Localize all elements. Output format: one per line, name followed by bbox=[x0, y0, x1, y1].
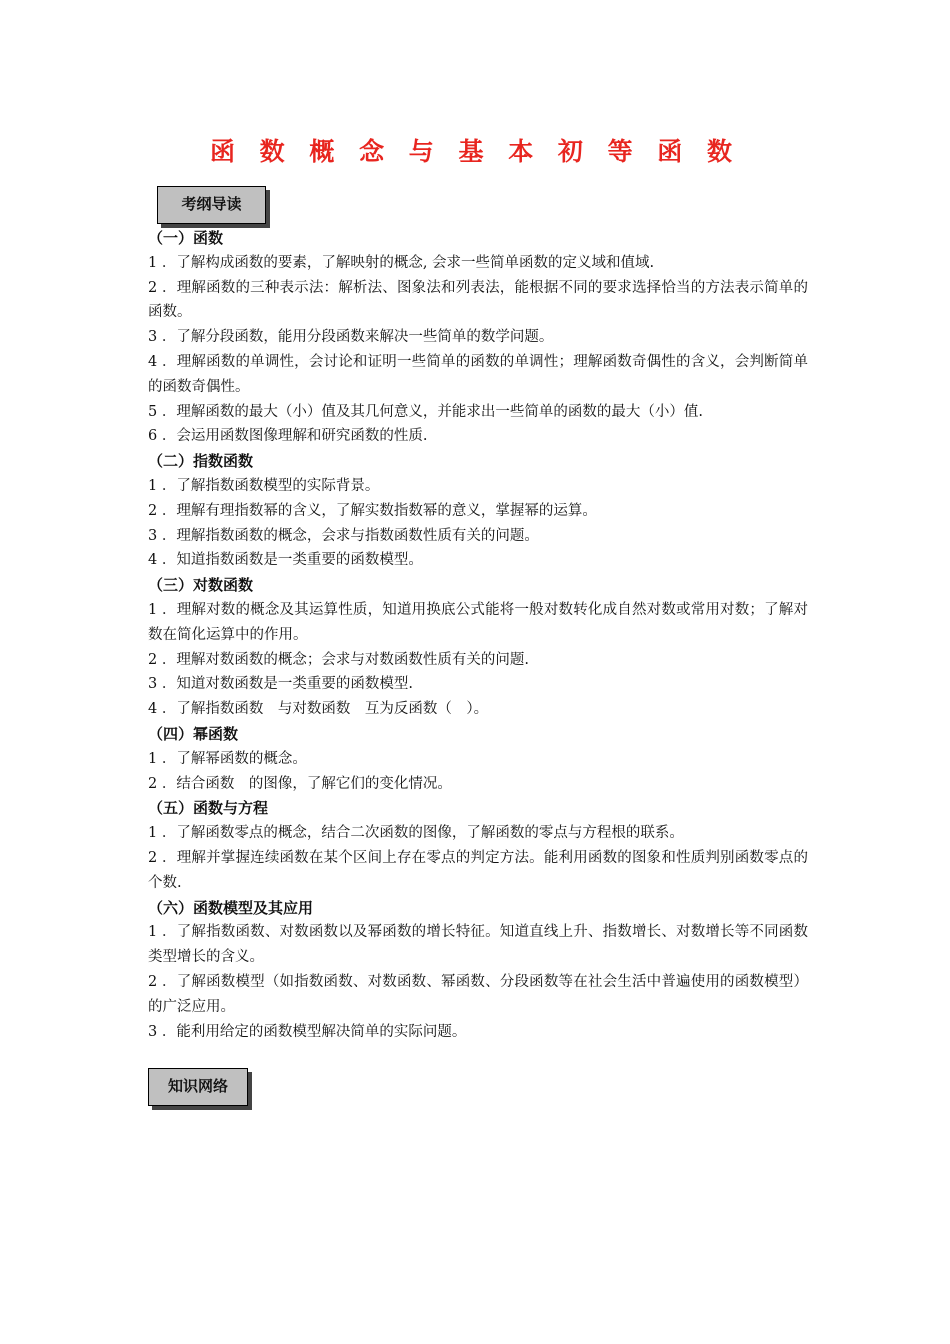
list-item: 3 ．能利用给定的函数模型解决简单的实际问题。 bbox=[148, 1023, 467, 1040]
section-heading: （五）函数与方程 bbox=[148, 799, 269, 818]
list-item: 2 ．理解有理指数幂的含义，了解实数指数幂的意义，掌握幂的运算。 bbox=[148, 502, 597, 519]
section-label-syllabus: 考纲导读 bbox=[157, 186, 266, 224]
list-item: 5 ．理解函数的最大（小）值及其几何意义，并能求出一些简单的函数的最大（小）值. bbox=[148, 403, 703, 420]
section-heading: （一）函数 bbox=[148, 229, 224, 247]
list-item: 2 ．理解对数函数的概念；会求与对数函数性质有关的问题. bbox=[148, 651, 529, 668]
list-item: 4 ．理解函数的单调性，会讨论和证明一些简单的函数的单调性；理解函数奇偶性的含义，会判断简单的函数奇偶性。 bbox=[148, 353, 808, 395]
list-item: 1 ．了解幂函数的概念。 bbox=[148, 750, 307, 767]
list-item: 2 ．结合函数 的图像，了解它们的变化情况。 bbox=[148, 775, 452, 792]
section-heading: （三）对数函数 bbox=[148, 576, 254, 595]
list-item: 2 ．理解函数的三种表示法：解析法、图象法和列表法，能根据不同的要求选择恰当的方法表示简单的函数。 bbox=[148, 279, 808, 321]
list-item: 2 ．了解函数模型（如指数函数、对数函数、幂函数、分段函数等在社会生活中普遍使用的函数模型）的广泛应用。 bbox=[148, 973, 808, 1015]
list-item: 1 ．了解构成函数的要素，了解映射的概念, 会求一些简单函数的定义域和值域. bbox=[148, 254, 655, 271]
syllabus-content bbox=[148, 226, 808, 1044]
list-item: 6 ．会运用函数图像理解和研究函数的性质. bbox=[148, 428, 428, 445]
section-heading: （六）函数模型及其应用 bbox=[148, 898, 314, 917]
list-item: 3 ．了解分段函数，能用分段函数来解决一些简单的数学问题。 bbox=[148, 329, 554, 346]
list-item: 2 ．理解并掌握连续函数在某个区间上存在零点的判定方法。能利用函数的图象和性质判别函数零点的个数. bbox=[148, 849, 808, 891]
section-label-knowledge-network: 知识网络 bbox=[148, 1068, 248, 1106]
list-item: 1 ．了解函数零点的概念，结合二次函数的图像，了解函数的零点与方程根的联系。 bbox=[148, 825, 684, 842]
section-heading: （二）指数函数 bbox=[148, 452, 254, 471]
list-item: 1 ．理解对数的概念及其运算性质，知道用换底公式能将一般对数转化成自然对数或常用对数；了解对数在简化运算中的作用。 bbox=[148, 601, 808, 643]
list-item: 4 ．知道指数函数是一类重要的函数模型。 bbox=[148, 552, 423, 569]
list-item: 1 ．了解指数函数、对数函数以及幂函数的增长特征。知道直线上升、指数增长、对数增长等不同函数类型增长的含义。 bbox=[148, 924, 808, 966]
list-item: 3 ．知道对数函数是一类重要的函数模型. bbox=[148, 676, 413, 693]
list-item: 4 ．了解指数函数 与对数函数 互为反函数（ ）。 bbox=[148, 701, 489, 718]
list-item: 3 ．理解指数函数的概念，会求与指数函数性质有关的问题。 bbox=[148, 527, 539, 544]
list-item: 1 ．了解指数函数模型的实际背景。 bbox=[148, 477, 380, 494]
section-heading: （四）幂函数 bbox=[148, 724, 239, 743]
page-title: 函 数 概 念 与 基 本 初 等 函 数 bbox=[209, 137, 741, 166]
